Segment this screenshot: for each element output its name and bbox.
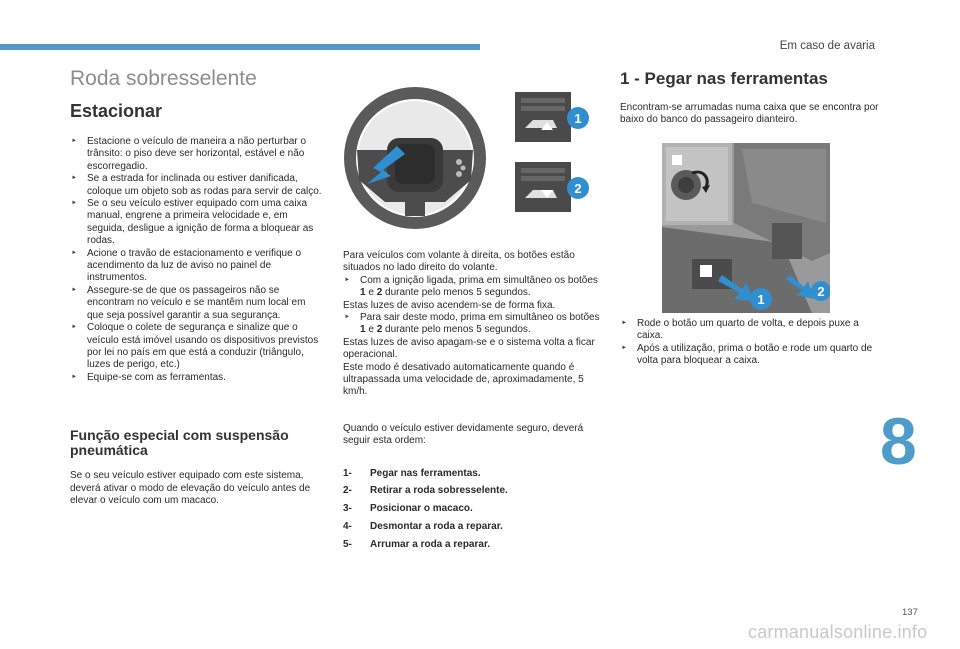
list-item: ‣ Assegure-se de que os passageiros não se encontram no veículo e se mantêm num local em que seja possível garantir a sua segurança. — [70, 285, 322, 322]
list-item: ‣ Rode o botão um quarto de volta, e depois puxe a caixa. — [620, 318, 882, 343]
wheel-label-2: 2 — [574, 181, 582, 196]
header-accent-bar — [0, 44, 480, 50]
step-item: 4- Desmontar a roda a reparar. — [343, 521, 503, 533]
status-line: Estas luzes de aviso acendem-se de forma fixa. — [343, 299, 556, 311]
activation-list — [343, 275, 601, 300]
list-item: ‣ Equipe-se com as ferramentas. — [70, 372, 322, 384]
status-line: Estas luzes de aviso apagam-se e o sistema volta a ficar operacional. — [343, 336, 595, 361]
page-number: 137 — [902, 607, 918, 618]
park-heading: Estacionar — [70, 101, 163, 121]
column-left — [70, 66, 322, 507]
list-item: ‣ Se o seu veículo estiver equipado com uma caixa manual, engrene a primeira velocidade e, em seguida, desligue a ignição de forma a bloquear as rodas. — [70, 198, 322, 248]
chapter-number: 8 — [880, 404, 917, 478]
list-item: ‣ Estacione o veículo de maneira a não perturbar o trânsito: o piso deve ser horizontal, estável e não escorregadio. — [70, 136, 322, 173]
tool-box-illustration — [662, 143, 830, 313]
box-label-2: 2 — [817, 284, 825, 299]
order-intro: Quando o veículo estiver devidamente seguro, deverá seguir esta ordem: — [343, 422, 584, 447]
park-list — [70, 136, 322, 384]
list-item: ‣ Após a utilização, prima o botão e rode um quarto de volta para bloquear a caixa. — [620, 343, 882, 368]
list-item: ‣ Se a estrada for inclinada ou estiver danificada, coloque um objeto sob as rodas para servir de calço. — [70, 173, 322, 198]
column-right — [620, 68, 882, 127]
step-item: 1- Pegar nas ferramentas. — [343, 467, 481, 479]
page-title: Roda sobresselente — [70, 67, 257, 90]
rhd-intro: Para veículos com volante à direita, os botões estão situados no lado direito do volante. — [343, 250, 575, 274]
box-label-1: 1 — [757, 292, 765, 307]
step-item: 2- Retirar a roda sobresselente. — [343, 485, 508, 497]
list-item: ‣ Para sair deste modo, prima em simultâneo os botões 1 e 2 durante pelo menos 5 segundos. — [343, 312, 601, 337]
section-title: Em caso de avaria — [779, 40, 875, 52]
tools-list — [620, 318, 882, 368]
list-item: ‣ Coloque o colete de segurança e sinalize que o veículo está imóvel usando os dispositivos previstos por lei no país em que está a conduzir (triângulo, luzes de perigo, etc.) — [70, 322, 322, 372]
steps-list — [343, 468, 601, 552]
step-item: 3- Posicionar o macaco. — [343, 503, 473, 515]
auto-off-note: Este modo é desativado automaticamente quando é ultrapassada uma velocidade de, aproximadamente, 5 km/h. — [343, 361, 584, 398]
column-right-bottom — [620, 318, 882, 368]
special-text: Se o seu veículo estiver equipado com este sistema, deverá ativar o modo de elevação do veículo antes de elevar o veículo com um macaco. — [70, 470, 311, 506]
tools-heading: 1 - Pegar nas ferramentas — [620, 69, 828, 88]
steering-wheel-illustration — [343, 72, 601, 236]
tools-intro: Encontram-se arrumadas numa caixa que se encontra por baixo do banco do passageiro dianteiro. — [620, 102, 879, 126]
wheel-label-1: 1 — [574, 111, 582, 126]
watermark: carmanualsonline.info — [748, 622, 928, 642]
step-item: 5- Arrumar a roda a reparar. — [343, 538, 491, 550]
special-heading: Função especial com suspensão pneumática — [70, 427, 289, 459]
list-item: ‣ Com a ignição ligada, prima em simultâneo os botões 1 e 2 durante pelo menos 5 segundos. — [343, 275, 601, 300]
column-middle — [343, 250, 601, 557]
list-item: ‣ Acione o travão de estacionamento e verifique o acendimento da luz de aviso no painel de instrumentos. — [70, 248, 322, 285]
deactivation-list — [343, 312, 601, 337]
